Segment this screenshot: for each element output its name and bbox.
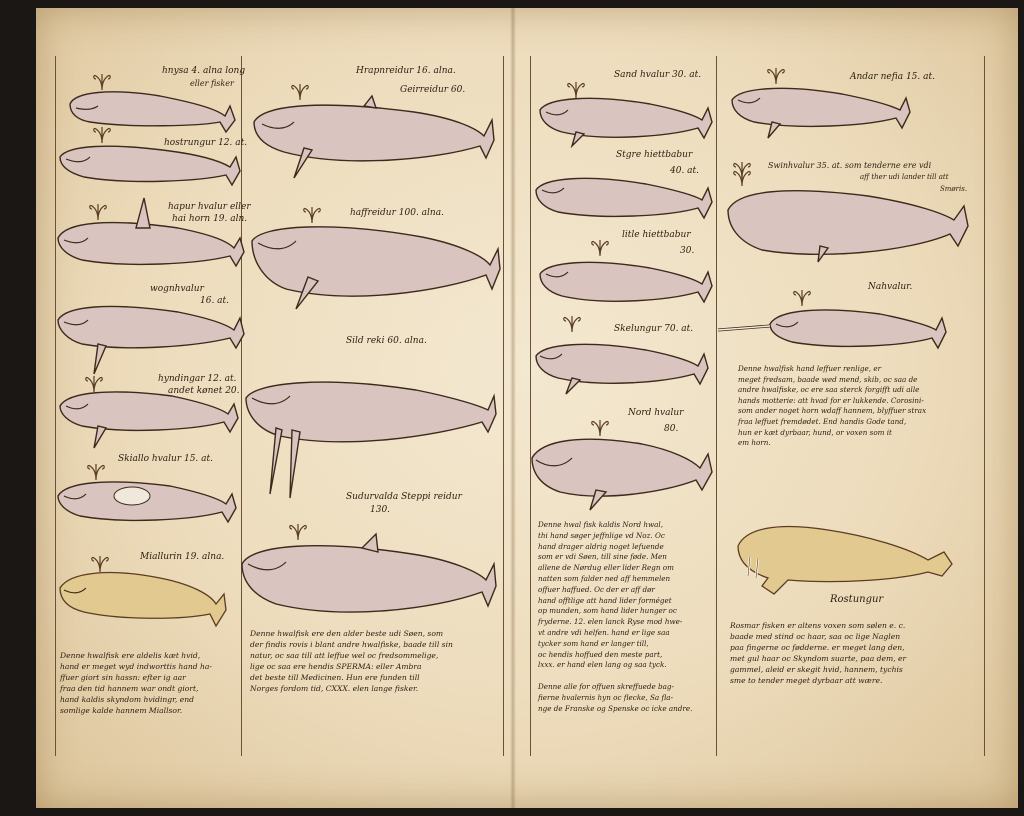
label-hapur: hapur hvalur eller — [168, 202, 251, 212]
label-miallurin: Miallurin 19. alna. — [140, 552, 225, 562]
label-swinhvalur-sub: aff ther udi lander till att — [860, 173, 949, 181]
text-nord-hvalur: Denne hwal fisk kaldis Nord hwal, thi hand søger jeffnlige vd Noz. Oc hand drager aldrig noget lefuende som er vdi Søen, till sine føde. Men allene de Nørdug eller lider Regn om natten som falder ned aff hemmelen offuer haffued. Oc der er aff dør hand offtlige att hand lider forméget op munden, som hand lider hunger oc fryderne. 12. elen lanck Ryse mod hwe- vt andre vdi helfen. hand er lige saa tycker som hand er langer till, oc hendis hoffued den meste part, lxxx. er hand elen lang og saa tyck. Denne alle for offuen skreffuede bag- fierne hvalernis hyn oc flecke, Sa fla- nge de Franske og Spenske oc icke andre. — [538, 520, 693, 713]
label-andar-nefia: Andar nefia 15. at. — [850, 72, 935, 82]
label-wognhvalur: wognhvalur — [150, 284, 204, 294]
label-sudurvalda: Sudurvalda Steppi reidur — [346, 492, 462, 502]
whale-sudurvalda — [242, 524, 496, 612]
label-nord-hvalur: Nord hvalur — [628, 408, 684, 418]
whale-nahvalur — [718, 290, 946, 348]
label-litle-sub: 30. — [680, 246, 695, 256]
label-sand-hvalur: Sand hvalur 30. at. — [614, 70, 702, 80]
whale-haffreidur — [252, 207, 500, 309]
whale-sand-hvalur — [540, 82, 712, 146]
whale-hrapnreidur — [254, 84, 494, 178]
whale-hostrungur — [60, 127, 240, 185]
label-wognhvalur-sub: 16. at. — [200, 296, 230, 306]
label-skelungur: Skelungur 70. at. — [614, 324, 694, 334]
whale-swinhvalur — [728, 170, 968, 262]
label-swinhvalur: Swinhvalur 35. at. som tenderne ere vdi — [768, 161, 932, 170]
label-litle-hiettbabur: litle hiettbabur — [622, 230, 691, 240]
label-hnysa-sub: eller fisker — [190, 79, 234, 88]
whale-sild-reki — [246, 382, 496, 498]
label-hapur-sub: hai horn 19. aln. — [172, 214, 248, 224]
label-rostungur: Rostungur — [830, 594, 884, 605]
text-rostungur: Rosmar fisken er altens voxen som sølen e. c. baade med stind oc haar, saa oc lige Naglen paa fingerne oc fødderne. er meget lang den, met gul haar oc Skyndom suarte, paa dem, er gammel, aleid er skegit hvid, hannem, tychis sme to tender meget dyrbaar att wære. — [730, 621, 907, 685]
label-nahvalur: Nahvalur. — [868, 282, 913, 292]
label-hyndingar-sub: andet kønet 20. — [168, 386, 240, 396]
walrus-rostungur — [738, 527, 952, 594]
label-swinhvalur-sub2: Smøris. — [940, 185, 968, 193]
label-hrapnreidur: Hrapnreidur 16. alna. — [356, 66, 456, 76]
label-stgre-hiettbabur: Stgre hiettbabur — [616, 150, 693, 160]
text-sperma: Denne hwalfisk ere den alder beste udi Søen, som der findis rovis i blant andre hwalfiske, baade till sin natur, oc saa till att leffue wel oc fredsommelige, lige oc saa ere hendis SPERMA: eller Ambra det beste till Medicinen. Hun ere funden till Norges fordom tid, CXXX. elen lange fisker. — [250, 629, 453, 693]
text-miallurin: Denne hwalfisk ere aldelis kæt hvid, hand er meget wyd indworttis hand ha- ffuer giort sin hassn: efter ig aar fraa den tid hannem war ondt giort, hand kaldis skyndom hvidingr, end somlige kalde hannem Miallsor. — [60, 651, 212, 715]
whale-skiallo — [58, 464, 236, 522]
label-geirreidur: Geirreidur 60. — [400, 85, 466, 95]
text-nahvalur: Denne hwalfisk hand leffuer renlige, er meget fredsam, baade wed mend, skib, oc saa de andre hwalfiske, oc ere saa sterck forgifft udi alle hands motterie: att hvad for er lukkende. Corosini- som ander noget horn wdaff hannem, blyffuer strax fraa leffuet fremdødet. End handis Gode tand, hun er kæt dyrbaar, hund, or voxen som it em horn. — [738, 364, 927, 448]
label-skiallo: Skiallo hvalur 15. at. — [118, 454, 214, 464]
label-hyndingar: hyndingar 12. at. — [158, 374, 237, 384]
label-nord-hvalur-sub: 80. — [664, 424, 679, 434]
label-sild-reki: Sild reki 60. alna. — [346, 336, 427, 346]
label-sudurvalda-sub: 130. — [370, 505, 391, 515]
whale-miallurin — [60, 556, 226, 626]
label-hostrungur: hostrungur 12. at. — [164, 138, 248, 148]
whale-nord-hvalur — [532, 420, 712, 510]
whale-wognhvalur — [58, 306, 244, 374]
whale-stgre-hiettbabur — [536, 162, 750, 218]
label-stgre-sub: 40. at. — [670, 166, 700, 176]
label-hnysa: hnysa 4. alna long — [162, 66, 246, 76]
label-haffreidur: haffreidur 100. alna. — [350, 208, 444, 218]
